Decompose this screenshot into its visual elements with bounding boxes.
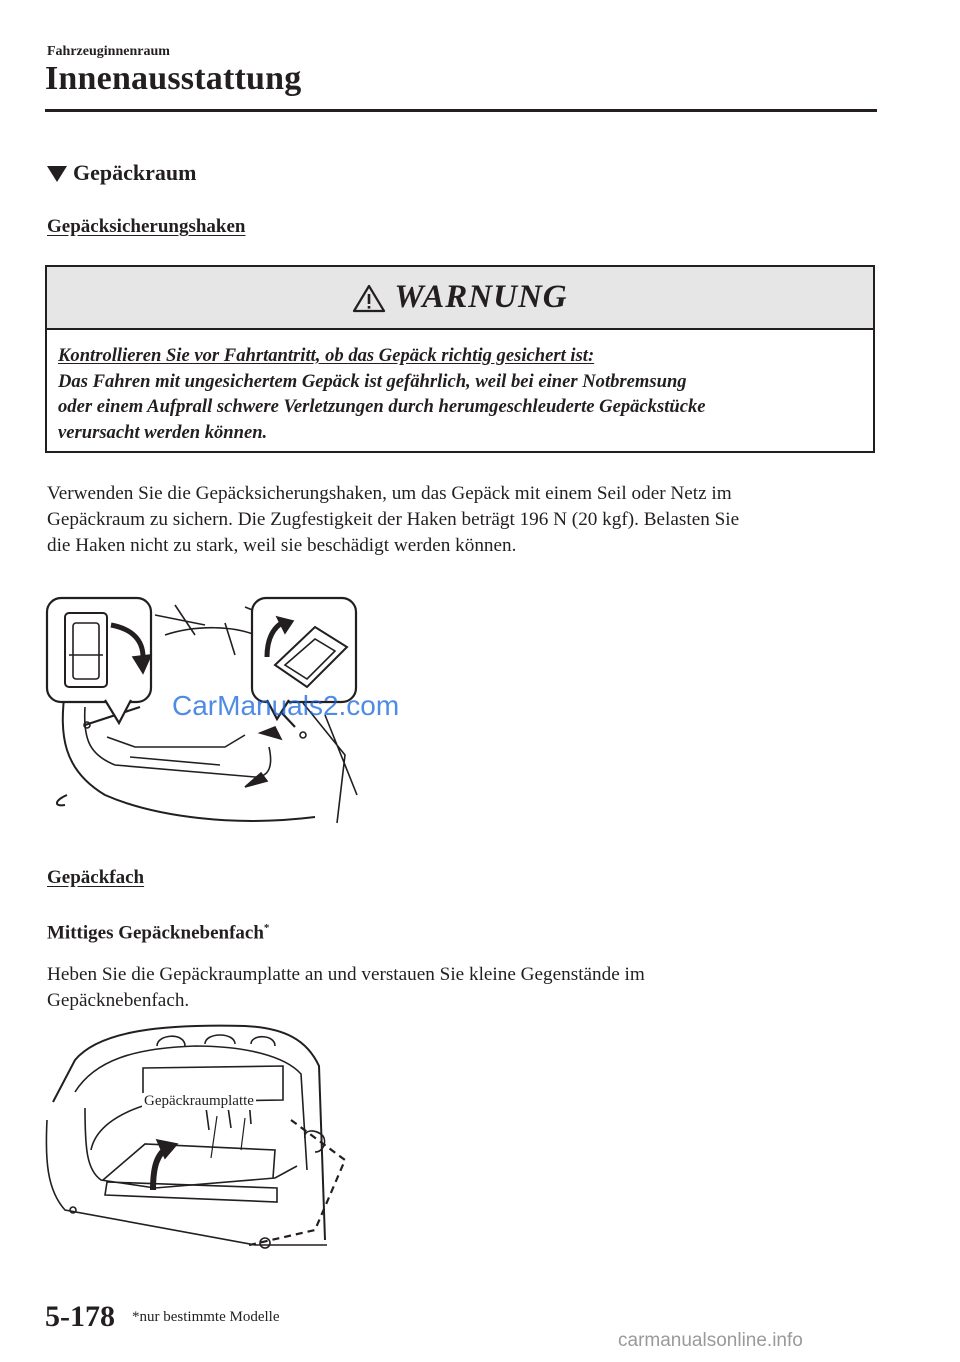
warning-line-3: verursacht werden können.: [58, 421, 268, 443]
footnote: *nur bestimmte Modelle: [132, 1309, 280, 1325]
compartment-line-2: Gepäcknebenfach.: [47, 990, 190, 1011]
hooks-line-1: Verwenden Sie die Gepäcksicherungshaken, um das Gepäck mit einem Seil oder Netz im: [47, 483, 732, 504]
warning-line-1: Das Fahren mit ungesichertem Gepäck ist gefährlich, weil bei einer Notbremsung: [58, 370, 687, 392]
compartment-line-1: Heben Sie die Gepäckraumplatte an und verstauen Sie kleine Gegenstände im: [47, 964, 645, 985]
figure-label-cargo-board: Gepäckraumplatte: [144, 1093, 254, 1109]
warning-box: [45, 265, 875, 453]
warning-line-2: oder einem Aufprall schwere Verletzungen durch herumgeschleuderte Gepäckstücke: [58, 396, 706, 417]
warning-lead: Kontrollieren Sie vor Fahrtantritt, ob das Gepäck richtig gesichert ist:: [58, 345, 595, 366]
chapter-label: Fahrzeuginnenraum: [47, 44, 170, 59]
luggage-heading: [47, 160, 196, 186]
center-compartment-title: [47, 922, 269, 944]
section-title: Innenausstattung: [45, 60, 302, 97]
triangle-down-icon: [47, 166, 67, 182]
compartment-illustration: [45, 1020, 355, 1260]
page-number: 5-178: [45, 1300, 115, 1333]
compartment-subheading: Gepäckfach: [47, 867, 145, 888]
optional-mark: *: [263, 922, 270, 934]
header-rule: [45, 109, 877, 112]
hooks-paragraph: [47, 481, 877, 559]
center-compartment-title-text: Mittiges Gepäcknebenfach: [47, 922, 264, 944]
hooks-line-3: die Haken nicht zu stark, weil sie beschädigt werden können.: [47, 535, 517, 556]
hooks-line-2: Gepäckraum zu sichern. Die Zugfestigkeit der Haken beträgt 196 N (20 kgf). Belasten Sie: [47, 509, 740, 530]
watermark-carmanuals2: CarManuals2.com: [172, 690, 400, 721]
warning-header: [47, 267, 873, 330]
warning-body: [58, 343, 861, 445]
luggage-heading-text: Gepäckraum: [73, 160, 197, 185]
watermark-carmanualsonline: carmanualsonline.info: [618, 1330, 803, 1351]
warning-triangle-icon: [352, 283, 386, 313]
compartment-paragraph: [47, 962, 877, 1014]
hooks-subheading: Gepäcksicherungshaken: [47, 216, 246, 237]
warning-title: WARNUNG: [394, 279, 568, 315]
